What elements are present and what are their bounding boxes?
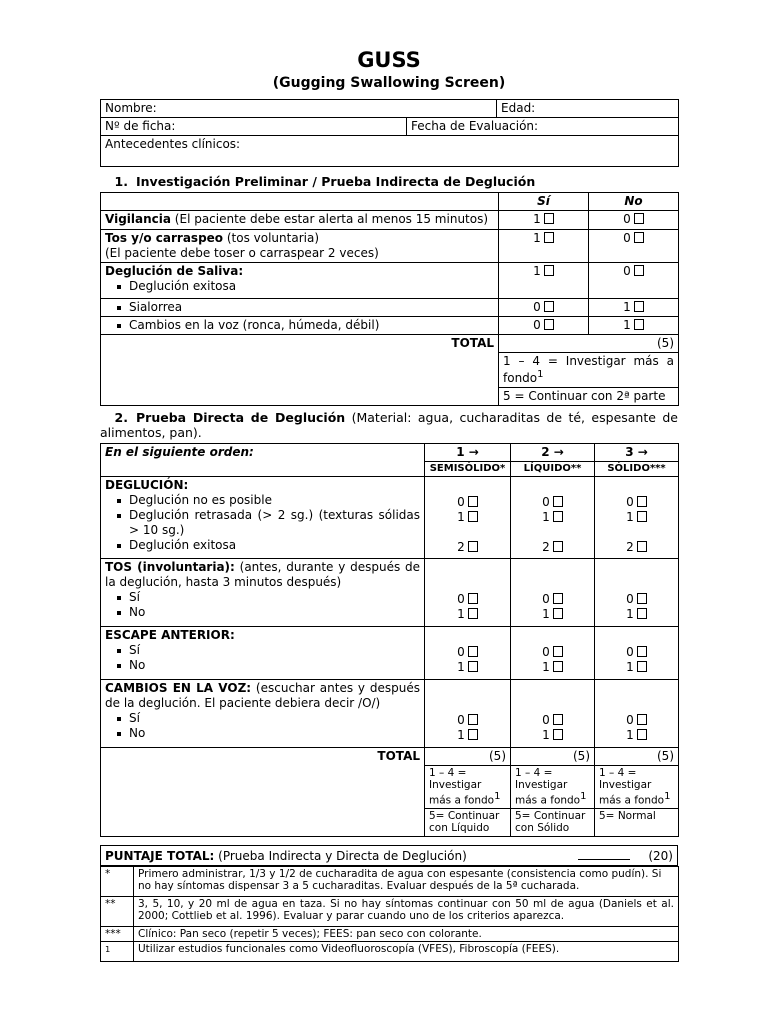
section2-title-rest: (Material: agua, cucharaditas de té, espesante de alimentos, pan). [100, 410, 678, 440]
tos-text: (tos voluntaria) [223, 231, 320, 245]
score-value: 0 [542, 645, 550, 659]
puntaje-label: PUNTAJE TOTAL: [105, 849, 215, 863]
score-value: 2 [457, 540, 465, 554]
checkbox-icon[interactable] [544, 301, 554, 312]
escape-si-item: Sí [105, 643, 420, 658]
score-option[interactable] [515, 607, 590, 622]
score-option[interactable] [599, 607, 674, 622]
score-option[interactable] [599, 728, 674, 743]
voz-no-item: No [105, 726, 420, 741]
note-text: 3, 5, 10, y 20 ml de agua en taza. Si no hay síntomas continuar con 50 ml de agua (Daniels et al. 2000; Cottlieb et al. 1996). Evaluar y parar cuando uno de los criterios aparezca. [134, 897, 679, 927]
section1-header-blank [101, 193, 499, 211]
col1-subhead: SEMISÓLIDO* [425, 462, 511, 477]
voz-col2 [511, 680, 595, 748]
checkbox-icon[interactable] [637, 608, 647, 619]
score-value: 1 [457, 728, 465, 742]
tos-no-item: No [105, 605, 420, 620]
deglucion-item-1: Deglución no es posible [105, 493, 420, 508]
col3-head: 3 → [595, 444, 679, 462]
saliva-row [101, 263, 499, 299]
score-value: 1 [626, 510, 634, 524]
checkbox-icon[interactable] [637, 593, 647, 604]
section1-heading [100, 174, 678, 189]
score-value: 2 [626, 540, 634, 554]
col-no: No [589, 193, 679, 211]
cambios-voz-label: CAMBIOS EN LA VOZ: [105, 681, 252, 695]
escape-anterior-block [101, 627, 425, 680]
footnote-marker: 1 [664, 791, 671, 802]
result-inv-col3 [595, 766, 679, 809]
deglucion-block [101, 477, 425, 559]
score-value: 0 [457, 592, 465, 606]
checkbox-icon[interactable] [544, 213, 554, 224]
col2-subhead: LÍQUIDO** [511, 462, 595, 477]
document-title: GUSS [357, 48, 421, 72]
deglucion-item-2: Deglución retrasada (> 2 sg.) (texturas sólidas > 10 sg.) [105, 508, 420, 538]
escape-anterior-label: ESCAPE ANTERIOR: [105, 628, 235, 642]
checkbox-icon[interactable] [553, 608, 563, 619]
cambios-si[interactable] [499, 317, 589, 335]
checkbox-icon[interactable] [544, 265, 554, 276]
score-value: 1 [542, 607, 550, 621]
score-option[interactable] [599, 713, 674, 728]
checkbox-icon[interactable] [468, 511, 478, 522]
section2-total-label: TOTAL [101, 748, 425, 837]
score-value: 1 [533, 212, 541, 226]
deglucion-col1 [425, 477, 511, 559]
col3-subhead: SÓLIDO*** [595, 462, 679, 477]
score-option[interactable] [599, 495, 674, 510]
score-option[interactable] [429, 510, 506, 525]
score-value: 1 [457, 607, 465, 621]
score-option[interactable] [599, 645, 674, 660]
score-value: 2 [542, 540, 550, 554]
result-inv-text: 1 – 4 = Investigar más a fondo [515, 767, 581, 807]
checkbox-icon[interactable] [634, 265, 644, 276]
cambios-no[interactable] [589, 317, 679, 335]
exitosa-item: Deglución exitosa [105, 279, 494, 294]
note-text: Primero administrar, 1/3 y 1/2 de cucharadita de agua con espesante (consistencia como pudín). Si no hay síntomas dispensar 3 a 5 cucharaditas. Evaluar después de la 5ª cucharada. [134, 867, 679, 897]
escape-col1 [425, 627, 511, 680]
section1-result-2: 5 = Continuar con 2ª parte [499, 388, 679, 406]
checkbox-icon[interactable] [637, 511, 647, 522]
result-cont-col1: 5= Continuar con Líquido [425, 808, 511, 836]
section2-table [100, 443, 679, 837]
checkbox-icon[interactable] [544, 232, 554, 243]
checkbox-icon[interactable] [468, 714, 478, 725]
section1-total-max: (5) [499, 335, 679, 353]
score-option[interactable] [515, 645, 590, 660]
checkbox-icon[interactable] [468, 646, 478, 657]
escape-col3 [595, 627, 679, 680]
nombre-field[interactable]: Nombre: [101, 100, 497, 118]
tos-label: Tos y/o carraspeo [105, 231, 224, 245]
cambios-voz-text: (escuchar antes y después de la deglución. El paciente debiera decir /O/) [105, 681, 420, 710]
score-value: 0 [457, 645, 465, 659]
note-mark [101, 942, 134, 962]
escape-no-item: No [105, 658, 420, 673]
vigilancia-si[interactable] [499, 211, 589, 230]
score-value: 1 [626, 728, 634, 742]
footnote-marker: 1 [537, 369, 544, 380]
sialorrea-item: Sialorrea [105, 300, 494, 315]
patient-info-table [100, 99, 679, 167]
checkbox-icon[interactable] [553, 541, 563, 552]
score-option[interactable] [429, 540, 506, 555]
puntaje-table [100, 845, 678, 866]
voz-si-item: Sí [105, 711, 420, 726]
checkbox-icon[interactable] [637, 496, 647, 507]
score-value: 0 [457, 495, 465, 509]
sialorrea-si[interactable] [499, 299, 589, 317]
puntaje-row [101, 846, 678, 866]
score-option[interactable] [599, 510, 674, 525]
result-cont-col3: 5= Normal [595, 808, 679, 836]
score-option[interactable] [429, 645, 506, 660]
exitosa-si[interactable] [499, 263, 589, 299]
note-mark: ** [101, 897, 134, 927]
checkbox-icon[interactable] [468, 608, 478, 619]
score-value: 0 [626, 495, 634, 509]
tos-text-2: (El paciente debe toser o carraspear 2 veces) [105, 246, 379, 260]
score-value: 1 [623, 318, 631, 332]
checkbox-icon[interactable] [468, 593, 478, 604]
checkbox-icon[interactable] [544, 319, 554, 330]
score-value: 0 [623, 264, 631, 278]
col-si: Sí [499, 193, 589, 211]
score-option[interactable] [429, 713, 506, 728]
result-cont-col2: 5= Continuar con Sólido [511, 808, 595, 836]
total-col2: (5) [511, 748, 595, 766]
score-value: 1 [542, 728, 550, 742]
checkbox-icon[interactable] [553, 593, 563, 604]
result-inv-text: 1 – 4 = Investigar más a fondo [599, 767, 665, 807]
checkbox-icon[interactable] [553, 646, 563, 657]
note-text: Clínico: Pan seco (repetir 5 veces); FEES: pan seco con colorante. [134, 927, 679, 942]
score-option[interactable] [429, 660, 506, 675]
vigilancia-no[interactable] [589, 211, 679, 230]
vigilancia-label: Vigilancia [105, 212, 171, 226]
score-value: 1 [457, 660, 465, 674]
note-mark-sup: 1 [105, 944, 111, 954]
score-value: 0 [623, 231, 631, 245]
score-value: 0 [542, 495, 550, 509]
saliva-label: Deglución de Saliva: [105, 264, 244, 278]
checkbox-icon[interactable] [634, 319, 644, 330]
notes-table [100, 866, 679, 962]
deglucion-col3 [595, 477, 679, 559]
score-option[interactable] [515, 592, 590, 607]
result-inv-col2 [511, 766, 595, 809]
section1-table [100, 192, 679, 406]
sialorrea-row [101, 299, 499, 317]
puntaje-max: (20) [648, 849, 673, 863]
exitosa-no[interactable] [589, 263, 679, 299]
footnote-marker: 1 [494, 791, 501, 802]
score-value: 1 [623, 300, 631, 314]
checkbox-icon[interactable] [634, 213, 644, 224]
checkbox-icon[interactable] [468, 661, 478, 672]
col2-head: 2 → [511, 444, 595, 462]
score-value: 0 [457, 713, 465, 727]
tos-involuntaria-text: (antes, durante y después de la deglución, hasta 3 minutos después) [105, 560, 421, 589]
deglucion-item-3: Deglución exitosa [105, 538, 420, 553]
cambios-item: Cambios en la voz (ronca, húmeda, débil) [105, 318, 494, 333]
checkbox-icon[interactable] [553, 496, 563, 507]
tos-si[interactable] [499, 230, 589, 263]
tos-no[interactable] [589, 230, 679, 263]
tos-involuntaria-label: TOS (involuntaria): [105, 560, 235, 574]
deglucion-label: DEGLUCIÓN: [105, 478, 189, 492]
score-value: 1 [457, 510, 465, 524]
note-mark: * [101, 867, 134, 897]
total-col1: (5) [425, 748, 511, 766]
checkbox-icon[interactable] [468, 496, 478, 507]
checkbox-icon[interactable] [553, 729, 563, 740]
checkbox-icon[interactable] [468, 541, 478, 552]
tos-si-item: Sí [105, 590, 420, 605]
tos-col2 [511, 559, 595, 627]
antecedentes-field[interactable]: Antecedentes clínicos: [101, 136, 679, 167]
voz-col3 [595, 680, 679, 748]
checkbox-icon[interactable] [634, 301, 644, 312]
tos-col1 [425, 559, 511, 627]
section2-number: 2. [114, 410, 128, 425]
section1-result-1 [499, 353, 679, 388]
checkbox-icon[interactable] [637, 661, 647, 672]
checkbox-icon[interactable] [634, 232, 644, 243]
tos-involuntaria-block [101, 559, 425, 627]
score-value: 1 [542, 510, 550, 524]
score-option[interactable] [515, 728, 590, 743]
score-option[interactable] [429, 592, 506, 607]
vigilancia-row [101, 211, 499, 230]
score-value: 0 [626, 645, 634, 659]
score-value: 1 [533, 231, 541, 245]
checkbox-icon[interactable] [637, 541, 647, 552]
total-col3: (5) [595, 748, 679, 766]
checkbox-icon[interactable] [637, 729, 647, 740]
score-option[interactable] [515, 660, 590, 675]
edad-field[interactable]: Edad: [497, 100, 679, 118]
section1-total-label: TOTAL [101, 335, 499, 406]
section1-title: Investigación Preliminar / Prueba Indirecta de Deglución [136, 174, 536, 189]
score-option[interactable] [515, 510, 590, 525]
score-option[interactable] [429, 495, 506, 510]
score-value: 0 [626, 592, 634, 606]
escape-col2 [511, 627, 595, 680]
score-option[interactable] [429, 607, 506, 622]
score-value: 0 [542, 592, 550, 606]
section2-heading [100, 410, 678, 440]
score-value: 0 [542, 713, 550, 727]
order-label: En el siguiente orden: [101, 444, 425, 477]
deglucion-col2 [511, 477, 595, 559]
cambios-voz-block [101, 680, 425, 748]
score-option[interactable] [599, 540, 674, 555]
score-option[interactable] [515, 540, 590, 555]
note-text: Utilizar estudios funcionales como Videofluoroscopía (VFES), Fibroscopía (FEES). [134, 942, 679, 962]
score-value: 0 [626, 713, 634, 727]
score-value: 1 [626, 660, 634, 674]
section2-title: Prueba Directa de Deglución [136, 410, 346, 425]
puntaje-score [578, 849, 673, 864]
score-value: 0 [623, 212, 631, 226]
tos-row [101, 230, 499, 263]
sialorrea-no[interactable] [589, 299, 679, 317]
score-value: 1 [542, 660, 550, 674]
puntaje-text: (Prueba Indirecta y Directa de Deglución) [214, 849, 467, 863]
score-value: 1 [626, 607, 634, 621]
score-option[interactable] [599, 660, 674, 675]
section1-number: 1. [114, 174, 128, 189]
fecha-field[interactable]: Fecha de Evaluación: [407, 118, 679, 136]
puntaje-blank[interactable] [578, 859, 630, 860]
document-subtitle: (Gugging Swallowing Screen) [272, 75, 506, 91]
cambios-row [101, 317, 499, 335]
ficha-field[interactable]: Nº de ficha: [101, 118, 407, 136]
footnote-marker: 1 [580, 791, 587, 802]
col1-head: 1 → [425, 444, 511, 462]
checkbox-icon[interactable] [553, 661, 563, 672]
checkbox-icon[interactable] [637, 714, 647, 725]
score-option[interactable] [599, 592, 674, 607]
checkbox-icon[interactable] [553, 511, 563, 522]
checkbox-icon[interactable] [468, 729, 478, 740]
score-option[interactable] [515, 495, 590, 510]
score-option[interactable] [515, 713, 590, 728]
score-value: 1 [533, 264, 541, 278]
score-value: 0 [533, 300, 541, 314]
result-inv-col1 [425, 766, 511, 809]
result1-text: 1 – 4 = Investigar más a fondo [503, 354, 674, 385]
checkbox-icon[interactable] [553, 714, 563, 725]
voz-col1 [425, 680, 511, 748]
vigilancia-text: (El paciente debe estar alerta al menos 15 minutos) [170, 212, 489, 226]
score-value: 0 [533, 318, 541, 332]
checkbox-icon[interactable] [637, 646, 647, 657]
tos-col3 [595, 559, 679, 627]
result-inv-text: 1 – 4 = Investigar más a fondo [429, 767, 495, 807]
note-mark: *** [101, 927, 134, 942]
score-option[interactable] [429, 728, 506, 743]
